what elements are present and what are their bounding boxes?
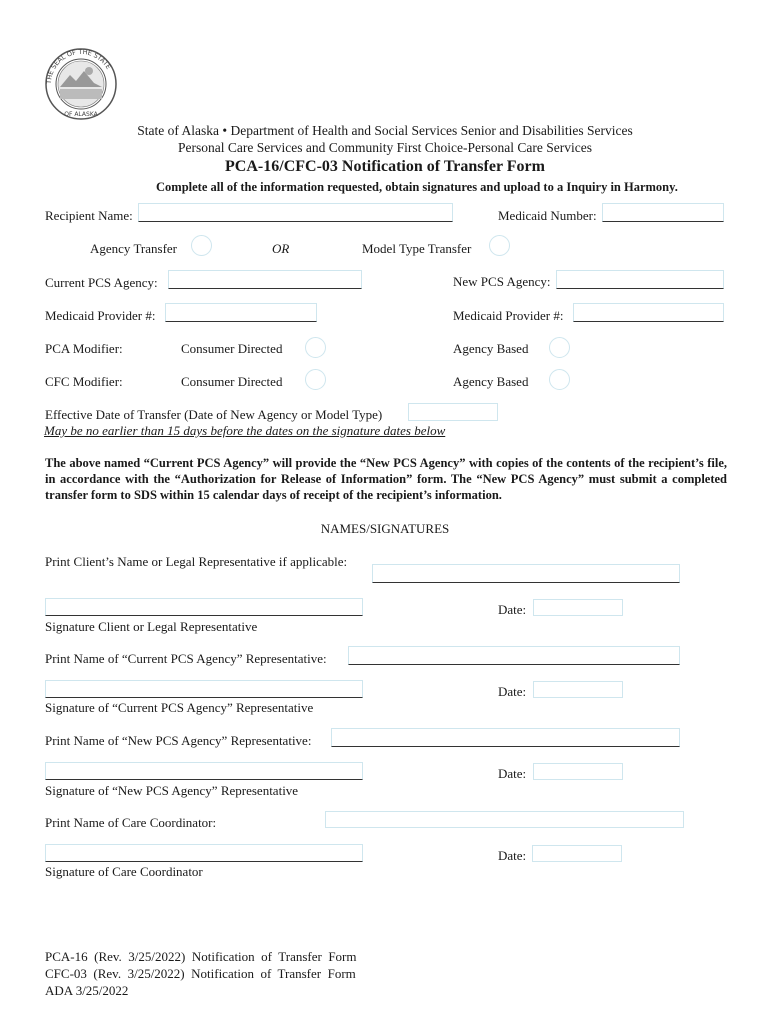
- pca-consumer-directed-label: Consumer Directed: [181, 341, 283, 356]
- print-care-coordinator-label: Print Name of Care Coordinator:: [45, 815, 217, 830]
- effective-date-note: May be no earlier than 15 days before the dates on the signature dates below: [44, 423, 446, 438]
- form-instruction: Complete all of the information requested, obtain signatures and upload to a Inquiry in Harmony.: [156, 180, 678, 194]
- print-client-name-input[interactable]: [372, 564, 680, 583]
- current-medicaid-provider-input[interactable]: [165, 303, 317, 322]
- department-line: State of Alaska • Department of Health and Social Services Senior and Disabilities Services: [137, 123, 633, 138]
- agency-transfer-label: Agency Transfer: [90, 241, 178, 256]
- client-date-input[interactable]: [533, 599, 623, 616]
- pca-consumer-directed-radio[interactable]: [305, 337, 326, 358]
- svg-text:OF ALASKA: OF ALASKA: [64, 111, 98, 118]
- footer-line-cfc03: CFC-03 (Rev. 3/25/2022) Notification of Transfer Form: [45, 966, 356, 981]
- client-signature-input[interactable]: [45, 598, 363, 616]
- cfc-consumer-directed-radio[interactable]: [305, 369, 326, 390]
- current-agency-date-label: Date:: [498, 684, 527, 699]
- care-coordinator-date-input[interactable]: [532, 845, 622, 862]
- current-pcs-agency-label: Current PCS Agency:: [45, 275, 158, 290]
- care-coordinator-signature-input[interactable]: [45, 844, 363, 862]
- cfc-consumer-directed-label: Consumer Directed: [181, 374, 283, 389]
- cfc-agency-based-radio[interactable]: [549, 369, 570, 390]
- medicaid-number-label: Medicaid Number:: [498, 208, 597, 223]
- print-current-agency-rep-input[interactable]: [348, 646, 680, 665]
- client-signature-label: Signature Client or Legal Representative: [45, 619, 258, 634]
- recipient-name-label: Recipient Name:: [45, 208, 133, 223]
- or-label: OR: [272, 241, 290, 256]
- pca-modifier-label: PCA Modifier:: [45, 341, 123, 356]
- current-agency-date-input[interactable]: [533, 681, 623, 698]
- effective-date-input[interactable]: [408, 403, 498, 421]
- pca-agency-based-label: Agency Based: [453, 341, 529, 356]
- new-agency-signature-input[interactable]: [45, 762, 363, 780]
- new-agency-date-label: Date:: [498, 766, 527, 781]
- seal-text: THE SEAL OF THE STATE: [44, 47, 113, 85]
- print-new-agency-rep-input[interactable]: [331, 728, 680, 747]
- current-medicaid-provider-label: Medicaid Provider #:: [45, 308, 156, 323]
- current-pcs-agency-input[interactable]: [168, 270, 362, 289]
- print-new-agency-rep-label: Print Name of “New PCS Agency” Representative:: [45, 733, 312, 748]
- cfc-modifier-label: CFC Modifier:: [45, 374, 123, 389]
- recipient-name-input[interactable]: [138, 203, 453, 222]
- alaska-seal: [44, 47, 118, 121]
- print-client-name-label: Print Client’s Name or Legal Representative if applicable:: [45, 554, 348, 569]
- care-coordinator-signature-label: Signature of Care Coordinator: [45, 864, 203, 879]
- cfc-agency-based-label: Agency Based: [453, 374, 529, 389]
- new-medicaid-provider-input[interactable]: [573, 303, 724, 322]
- names-signatures-title: NAMES/SIGNATURES: [320, 521, 450, 536]
- new-medicaid-provider-label: Medicaid Provider #:: [453, 308, 564, 323]
- medicaid-number-input[interactable]: [602, 203, 724, 222]
- new-agency-signature-label: Signature of “New PCS Agency” Representative: [45, 783, 299, 798]
- footer-line-ada: ADA 3/25/2022: [45, 983, 129, 998]
- agency-transfer-radio[interactable]: [191, 235, 212, 256]
- new-pcs-agency-input[interactable]: [556, 270, 724, 289]
- new-pcs-agency-label: New PCS Agency:: [453, 274, 551, 289]
- print-care-coordinator-input[interactable]: [325, 811, 684, 828]
- program-line: Personal Care Services and Community First Choice-Personal Care Services: [178, 140, 592, 155]
- print-current-agency-rep-label: Print Name of “Current PCS Agency” Representative:: [45, 651, 327, 666]
- model-type-transfer-radio[interactable]: [489, 235, 510, 256]
- current-agency-signature-input[interactable]: [45, 680, 363, 698]
- new-agency-date-input[interactable]: [533, 763, 623, 780]
- care-coordinator-date-label: Date:: [498, 848, 527, 863]
- model-type-transfer-label: Model Type Transfer: [362, 241, 472, 256]
- form-title: PCA-16/CFC-03 Notification of Transfer Form: [225, 158, 545, 175]
- footer-line-pca16: PCA-16 (Rev. 3/25/2022) Notification of Transfer Form: [45, 949, 357, 964]
- pca-agency-based-radio[interactable]: [549, 337, 570, 358]
- current-agency-signature-label: Signature of “Current PCS Agency” Representative: [45, 700, 314, 715]
- client-date-label: Date:: [498, 602, 527, 617]
- effective-date-label: Effective Date of Transfer (Date of New Agency or Model Type): [45, 407, 383, 422]
- transfer-instructions-paragraph: The above named “Current PCS Agency” will provide the “New PCS Agency” with copies of the contents of the recipient’s file, in accordance with the “Authorization for Release of Information” form. The “New PCS Agency” must submit a completed transfer form to SDS within 15 calendar days of receipt of the recipient’s information.: [45, 456, 727, 502]
